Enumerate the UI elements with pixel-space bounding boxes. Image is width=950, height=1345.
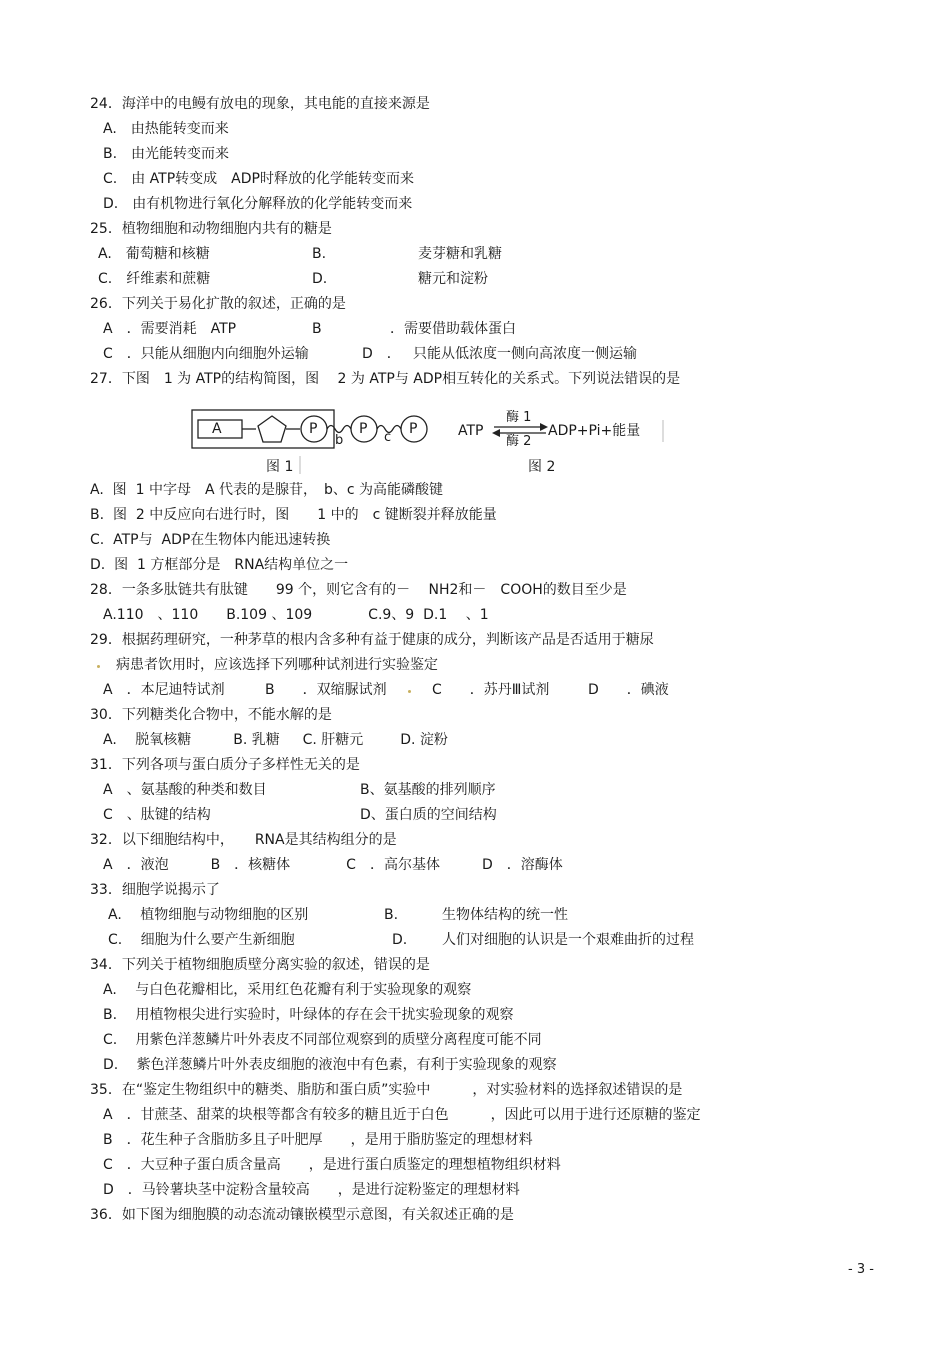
question-28-stem: 28．一条多肽链共有肽键 99 个，则它含有的－ NH2和－ COOH的数目至少是 (90, 582, 627, 598)
question-31-option-c: C 、肽键的结构 (103, 807, 211, 823)
question-33-option-b: 生物体结构的统一性 (442, 907, 568, 923)
question-26-stem: 26．下列关于易化扩散的叙述，正确的是 (90, 296, 346, 312)
figure-1-label-p2: P (359, 421, 368, 437)
question-36-stem: 36．如下图为细胞膜的动态流动镶嵌模型示意图，有关叙述正确的是 (90, 1207, 514, 1223)
question-34-option-b: B. 用植物根尖进行实验时，叶绿体的存在会干扰实验现象的观察 (103, 1007, 514, 1023)
question-27-option-b: B. 图 2 中反应向右进行时，图 1 中的 c 键断裂并释放能量 (90, 507, 497, 523)
figure-1-label-c: c (384, 430, 392, 445)
question-34-option-c: C. 用紫色洋葱鳞片叶外表皮不同部位观察到的质壁分离程度可能不同 (103, 1032, 542, 1048)
figure-1-caption: 图 1 (266, 459, 294, 475)
question-25-option-a: A. 葡萄糖和核糖 (98, 246, 210, 262)
figure-1-label-p1: P (309, 421, 318, 437)
question-34-option-a: A. 与白色花瓣相比，采用红色花瓣有利于实验现象的观察 (103, 982, 472, 998)
question-28-options: A.110 、110 B.109 、109 C.9、9 D.1 、1 (103, 607, 489, 623)
question-35-option-d: D ．马铃薯块茎中淀粉含量较高 ，是进行淀粉鉴定的理想材料 (103, 1182, 520, 1198)
question-26-option-d-letter: D ． (362, 346, 401, 362)
decorative-dot (97, 665, 100, 668)
question-30-options: A. 脱氧核糖 B. 乳糖 C. 肝糖元 D. 淀粉 (103, 732, 448, 748)
question-27-stem: 27．下图 1 为 ATP的结构简图，图 2 为 ATP与 ADP相互转化的关系式。下列说法错误的是 (90, 371, 681, 387)
question-33-option-a: A. 植物细胞与动物细胞的区别 (108, 907, 309, 923)
figure-1-label-a: A (212, 421, 222, 437)
question-26-option-b-letter: B (312, 321, 322, 337)
figure-2-enzyme-2: 酶 2 (506, 434, 532, 449)
question-25-option-d: 糖元和淀粉 (418, 271, 488, 287)
question-24-option-b: B. 由光能转变而来 (103, 146, 230, 162)
ribose-pentagon (258, 416, 286, 442)
figure-2-caption: 图 2 (528, 459, 556, 475)
question-25-option-b: 麦芽糖和乳糖 (418, 246, 502, 262)
question-27-figures (190, 408, 670, 478)
figure-2-enzyme-1: 酶 1 (506, 410, 532, 425)
question-24-option-d: D. 由有机物进行氧化分解释放的化学能转变而来 (103, 196, 413, 212)
question-33-stem: 33．细胞学说揭示了 (90, 882, 220, 898)
question-33-option-b-letter: B. (384, 907, 399, 923)
question-35-stem: 35．在“鉴定生物组织中的糖类、脂肪和蛋白质”实验中 ，对实验材料的选择叙述错误的是 (90, 1082, 683, 1098)
page-number: - 3 - (848, 1262, 874, 1277)
figure-1-label-b: b (335, 433, 344, 448)
question-27-option-a: A. 图 1 中字母 A 代表的是腺苷， b、c 为高能磷酸键 (90, 482, 443, 498)
question-34-option-d: D. 紫色洋葱鳞片叶外表皮细胞的液泡中有色素，有利于实验现象的观察 (103, 1057, 557, 1073)
question-25-option-c: C. 纤维素和蔗糖 (98, 271, 211, 287)
question-29-stem-continued: 病患者饮用时，应该选择下列哪种试剂进行实验鉴定 (116, 657, 438, 673)
question-25-stem: 25．植物细胞和动物细胞内共有的糖是 (90, 221, 332, 237)
question-29-option-c: C ．苏丹Ⅲ试剂 (432, 682, 550, 698)
question-29-option-b: B ．双缩脲试剂 (265, 682, 387, 698)
figure-2-atp: ATP (458, 423, 484, 439)
question-33-option-d-letter: D. (392, 932, 408, 948)
question-32-stem: 32．以下细胞结构中， RNA是其结构组分的是 (90, 832, 397, 848)
question-24-option-a: A. 由热能转变而来 (103, 121, 229, 137)
figure-2-products: ADP+Pi+能量 (548, 423, 641, 439)
question-26-option-d: 只能从低浓度一侧向高浓度一侧运输 (413, 346, 637, 362)
atp-structure-diagram (190, 408, 670, 478)
question-33-option-d: 人们对细胞的认识是一个艰难曲折的过程 (442, 932, 694, 948)
figure-1-label-p3: P (409, 421, 418, 437)
question-26-option-b: ．需要借助载体蛋白 (390, 321, 516, 337)
question-30-stem: 30．下列糖类化合物中，不能水解的是 (90, 707, 332, 723)
question-29-option-d: D ．碘液 (588, 682, 669, 698)
question-31-option-b: B、氨基酸的排列顺序 (360, 782, 496, 798)
question-31-stem: 31．下列各项与蛋白质分子多样性无关的是 (90, 757, 360, 773)
question-31-option-a: A 、氨基酸的种类和数目 (103, 782, 267, 798)
question-26-option-c: C ．只能从细胞内向细胞外运输 (103, 346, 309, 362)
question-35-option-c: C ．大豆种子蛋白质含量高 ，是进行蛋白质鉴定的理想植物组织材料 (103, 1157, 561, 1173)
question-27-option-c: C. ATP与 ADP在生物体内能迅速转换 (90, 532, 331, 548)
question-35-option-b: B ．花生种子含脂肪多且子叶肥厚 ，是用于脂肪鉴定的理想材料 (103, 1132, 533, 1148)
decorative-dot (408, 690, 411, 693)
question-29-stem: 29．根据药理研究，一种茅草的根内含多种有益于健康的成分，判断该产品是否适用于糖尿 (90, 632, 654, 648)
question-35-option-a: A ．甘蔗茎、甜菜的块根等都含有较多的糖且近于白色 ，因此可以用于进行还原糖的鉴定 (103, 1107, 701, 1123)
question-25-option-d-letter: D. (312, 271, 328, 287)
question-32-options: A ．液泡 B ．核糖体 C ．高尔基体 D ．溶酶体 (103, 857, 563, 873)
question-26-option-a: A ．需要消耗 ATP (103, 321, 237, 337)
high-energy-bond-b (327, 426, 351, 433)
question-24-stem: 24．海洋中的电鳗有放电的现象，其电能的直接来源是 (90, 96, 430, 112)
question-25-option-b-letter: B. (312, 246, 327, 262)
question-27-option-d: D. 图 1 方框部分是 RNA结构单位之一 (90, 557, 349, 573)
question-34-stem: 34．下列关于植物细胞质壁分离实验的叙述，错误的是 (90, 957, 430, 973)
question-31-option-d: D、蛋白质的空间结构 (360, 807, 497, 823)
question-24-option-c: C. 由 ATP转变成 ADP时释放的化学能转变而来 (103, 171, 414, 187)
question-29-option-a: A ．本尼迪特试剂 (103, 682, 225, 698)
question-33-option-c: C. 细胞为什么要产生新细胞 (108, 932, 295, 948)
